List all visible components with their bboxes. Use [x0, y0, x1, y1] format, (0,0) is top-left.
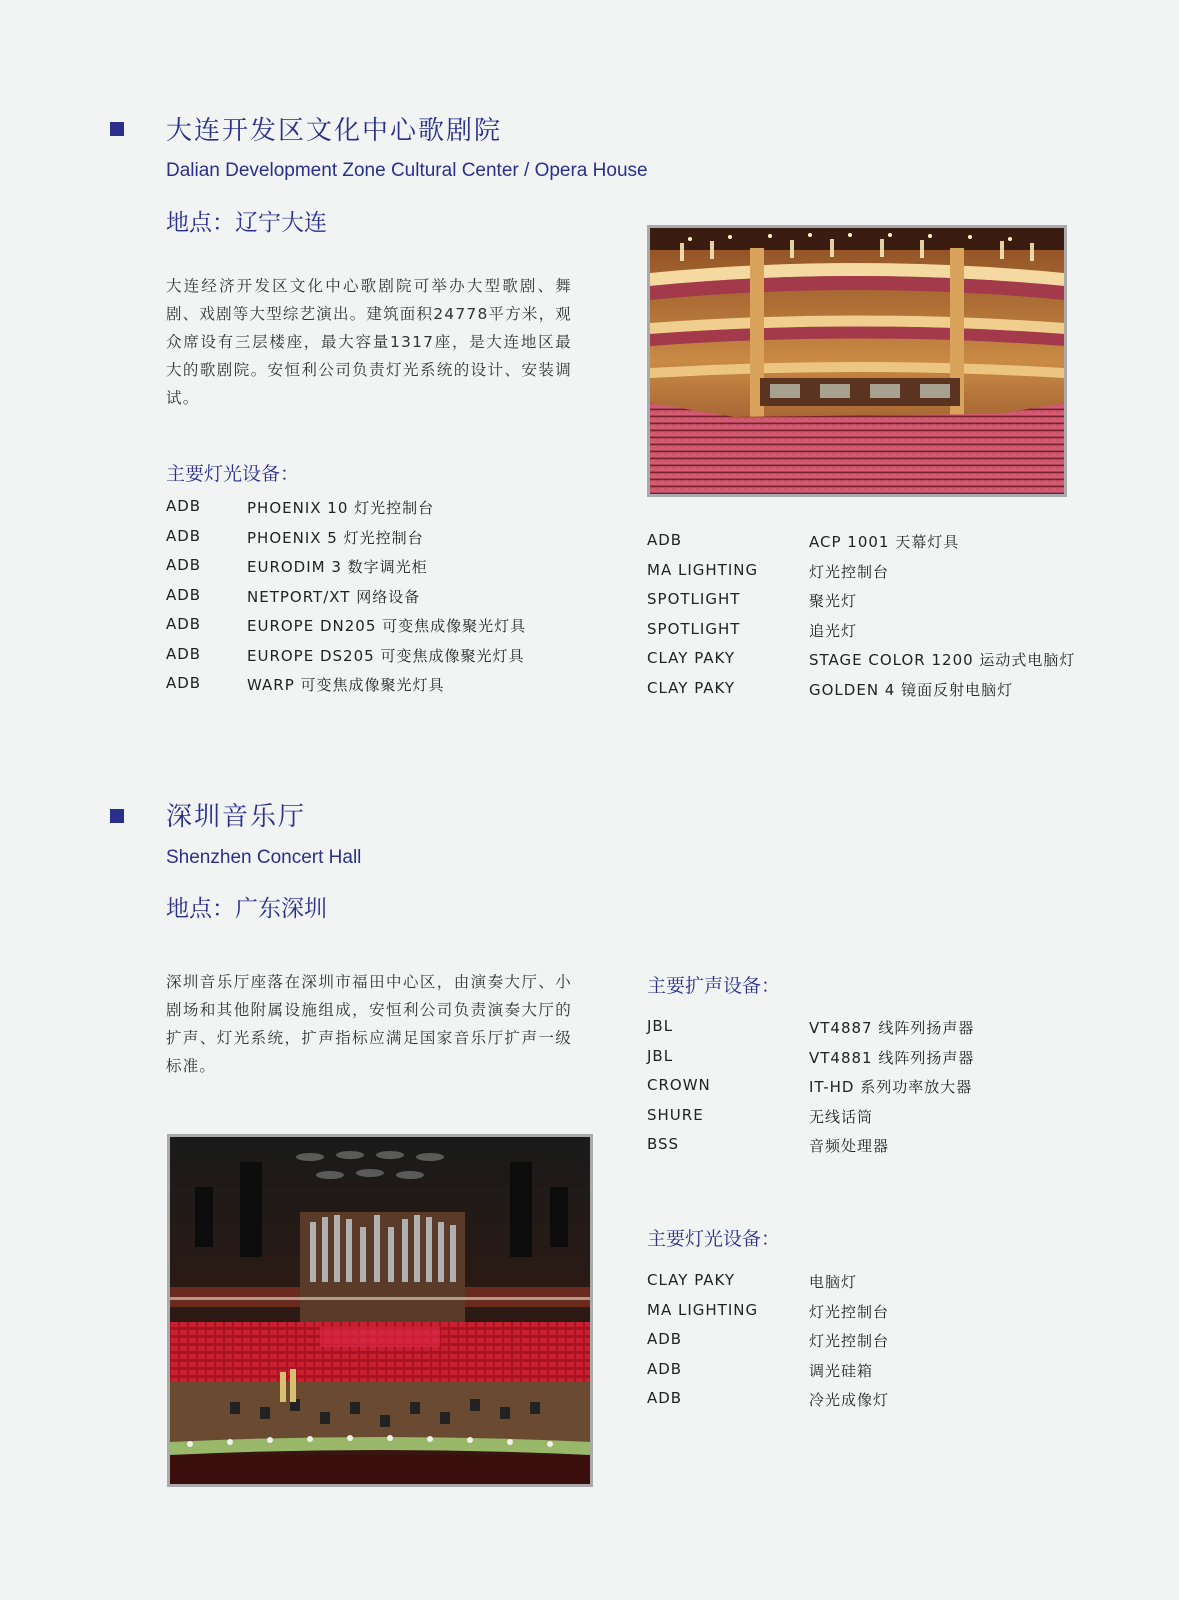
- section-bullet: [110, 809, 124, 823]
- equipment-item: ACP 1001 天幕灯具: [809, 533, 960, 551]
- equipment-brand: SHURE: [647, 1105, 704, 1124]
- equipment-item: VT4887 线阵列扬声器: [809, 1019, 975, 1037]
- equipment-row: [647, 1389, 1077, 1419]
- equipment-row: [647, 590, 1077, 620]
- equipment-row: [166, 556, 586, 586]
- section-title-en: Dalian Development Zone Cultural Center / Opera House: [166, 160, 648, 181]
- equipment-item: IT-HD 系列功率放大器: [809, 1078, 973, 1096]
- equipment-brand: CLAY PAKY: [647, 678, 736, 697]
- equipment-item: 聚光灯: [809, 592, 858, 610]
- equipment-row: [647, 1106, 1077, 1136]
- equipment-row: [647, 1017, 1077, 1047]
- equipment-item: 电脑灯: [809, 1273, 858, 1291]
- equipment-brand: CLAY PAKY: [647, 649, 736, 667]
- concert-hall-illustration: [170, 1137, 590, 1484]
- concert-hall-photo: [167, 1134, 593, 1487]
- equipment-brand: CLAY PAKY: [647, 1271, 736, 1289]
- equipment-row: [647, 1135, 1077, 1165]
- equipment-item: 冷光成像灯: [809, 1391, 890, 1409]
- section-bullet: [110, 122, 124, 136]
- equipment-row: [647, 1330, 1077, 1360]
- equipment-item: 灯光控制台: [809, 1302, 890, 1321]
- equipment-item: 无线话筒: [809, 1107, 874, 1126]
- lighting-heading: 主要灯光设备：: [647, 1228, 781, 1250]
- equipment-brand: SPOTLIGHT: [647, 590, 741, 608]
- equipment-row: [166, 645, 586, 675]
- opera-house-photo: [647, 225, 1067, 497]
- section-title-cn: 大连开发区文化中心歌剧院: [166, 116, 503, 146]
- equipment-brand: ADB: [166, 615, 202, 633]
- equipment-brand: JBL: [647, 1046, 674, 1065]
- equipment-row: [647, 1076, 1077, 1106]
- section-location: 地点：广东深圳: [166, 896, 327, 922]
- equipment-item: PHOENIX 10 灯光控制台: [247, 499, 435, 517]
- section-location: 地点：辽宁大连: [166, 210, 327, 236]
- equipment-item: EURODIM 3 数字调光柜: [247, 558, 428, 576]
- section-title-en: Shenzhen Concert Hall: [166, 847, 362, 868]
- equipment-row: [647, 1047, 1077, 1077]
- equipment-brand: JBL: [647, 1017, 674, 1035]
- equipment-item: 调光硅箱: [809, 1361, 874, 1380]
- opera-house-illustration: [650, 228, 1064, 494]
- equipment-row: [647, 531, 1077, 561]
- equipment-brand: SPOTLIGHT: [647, 619, 741, 638]
- equipment-item: 追光灯: [809, 621, 858, 640]
- equipment-item: PHOENIX 5 灯光控制台: [247, 528, 424, 547]
- equipment-item: WARP 可变焦成像聚光灯具: [247, 676, 445, 694]
- equipment-brand: CROWN: [647, 1076, 711, 1094]
- section-title-cn: 深圳音乐厅: [166, 802, 307, 832]
- section-description: 深圳音乐厅座落在深圳市福田中心区，由演奏大厅、小剧场和其他附属设施组成，安恒利公司负责演奏大厅的扩声、灯光系统，扩声指标应满足国家音乐厅扩声一级标准。: [166, 973, 572, 1075]
- equipment-brand: MA LIGHTING: [647, 1300, 759, 1319]
- equipment-brand: ADB: [166, 585, 202, 604]
- equipment-item: EUROPE DN205 可变焦成像聚光灯具: [247, 617, 527, 635]
- equipment-item: GOLDEN 4 镜面反射电脑灯: [809, 680, 1014, 699]
- equipment-row: [647, 561, 1077, 591]
- section-description: 大连经济开发区文化中心歌剧院可举办大型歌剧、舞剧、戏剧等大型综艺演出。建筑面积24778平方米，观众席设有三层楼座，最大容量1317座，是大连地区最大的歌剧院。安恒利公司负责灯光系统的设计、安装调试。: [166, 277, 573, 407]
- equipment-brand: ADB: [166, 674, 202, 692]
- equipment-row: [647, 679, 1077, 709]
- lighting-heading: 主要灯光设备：: [166, 463, 300, 485]
- equipment-row: [166, 497, 586, 527]
- sound-heading: 主要扩声设备：: [647, 975, 781, 997]
- equipment-brand: ADB: [166, 526, 202, 545]
- equipment-row: [647, 1301, 1077, 1331]
- equipment-item: EUROPE DS205 可变焦成像聚光灯具: [247, 646, 525, 665]
- equipment-item: 音频处理器: [809, 1137, 890, 1155]
- equipment-brand: ADB: [166, 556, 202, 574]
- equipment-row: [166, 527, 586, 557]
- equipment-item: NETPORT/XT 网络设备: [247, 587, 421, 606]
- equipment-row: [166, 674, 586, 704]
- equipment-brand: ADB: [647, 1389, 683, 1407]
- equipment-brand: ADB: [166, 644, 202, 663]
- equipment-item: STAGE COLOR 1200 运动式电脑灯: [809, 651, 1076, 669]
- equipment-item: 灯光控制台: [809, 562, 890, 581]
- equipment-row: [647, 1271, 1077, 1301]
- equipment-row: [166, 615, 586, 645]
- equipment-row: [166, 586, 586, 616]
- equipment-row: [647, 620, 1077, 650]
- equipment-row: [647, 649, 1077, 679]
- equipment-brand: ADB: [647, 531, 683, 549]
- equipment-brand: MA LIGHTING: [647, 560, 759, 579]
- equipment-brand: ADB: [647, 1330, 683, 1348]
- equipment-brand: BSS: [647, 1135, 680, 1153]
- equipment-brand: ADB: [647, 1359, 683, 1378]
- equipment-item: 灯光控制台: [809, 1332, 890, 1350]
- equipment-brand: ADB: [166, 497, 202, 515]
- equipment-row: [647, 1360, 1077, 1390]
- equipment-item: VT4881 线阵列扬声器: [809, 1048, 975, 1067]
